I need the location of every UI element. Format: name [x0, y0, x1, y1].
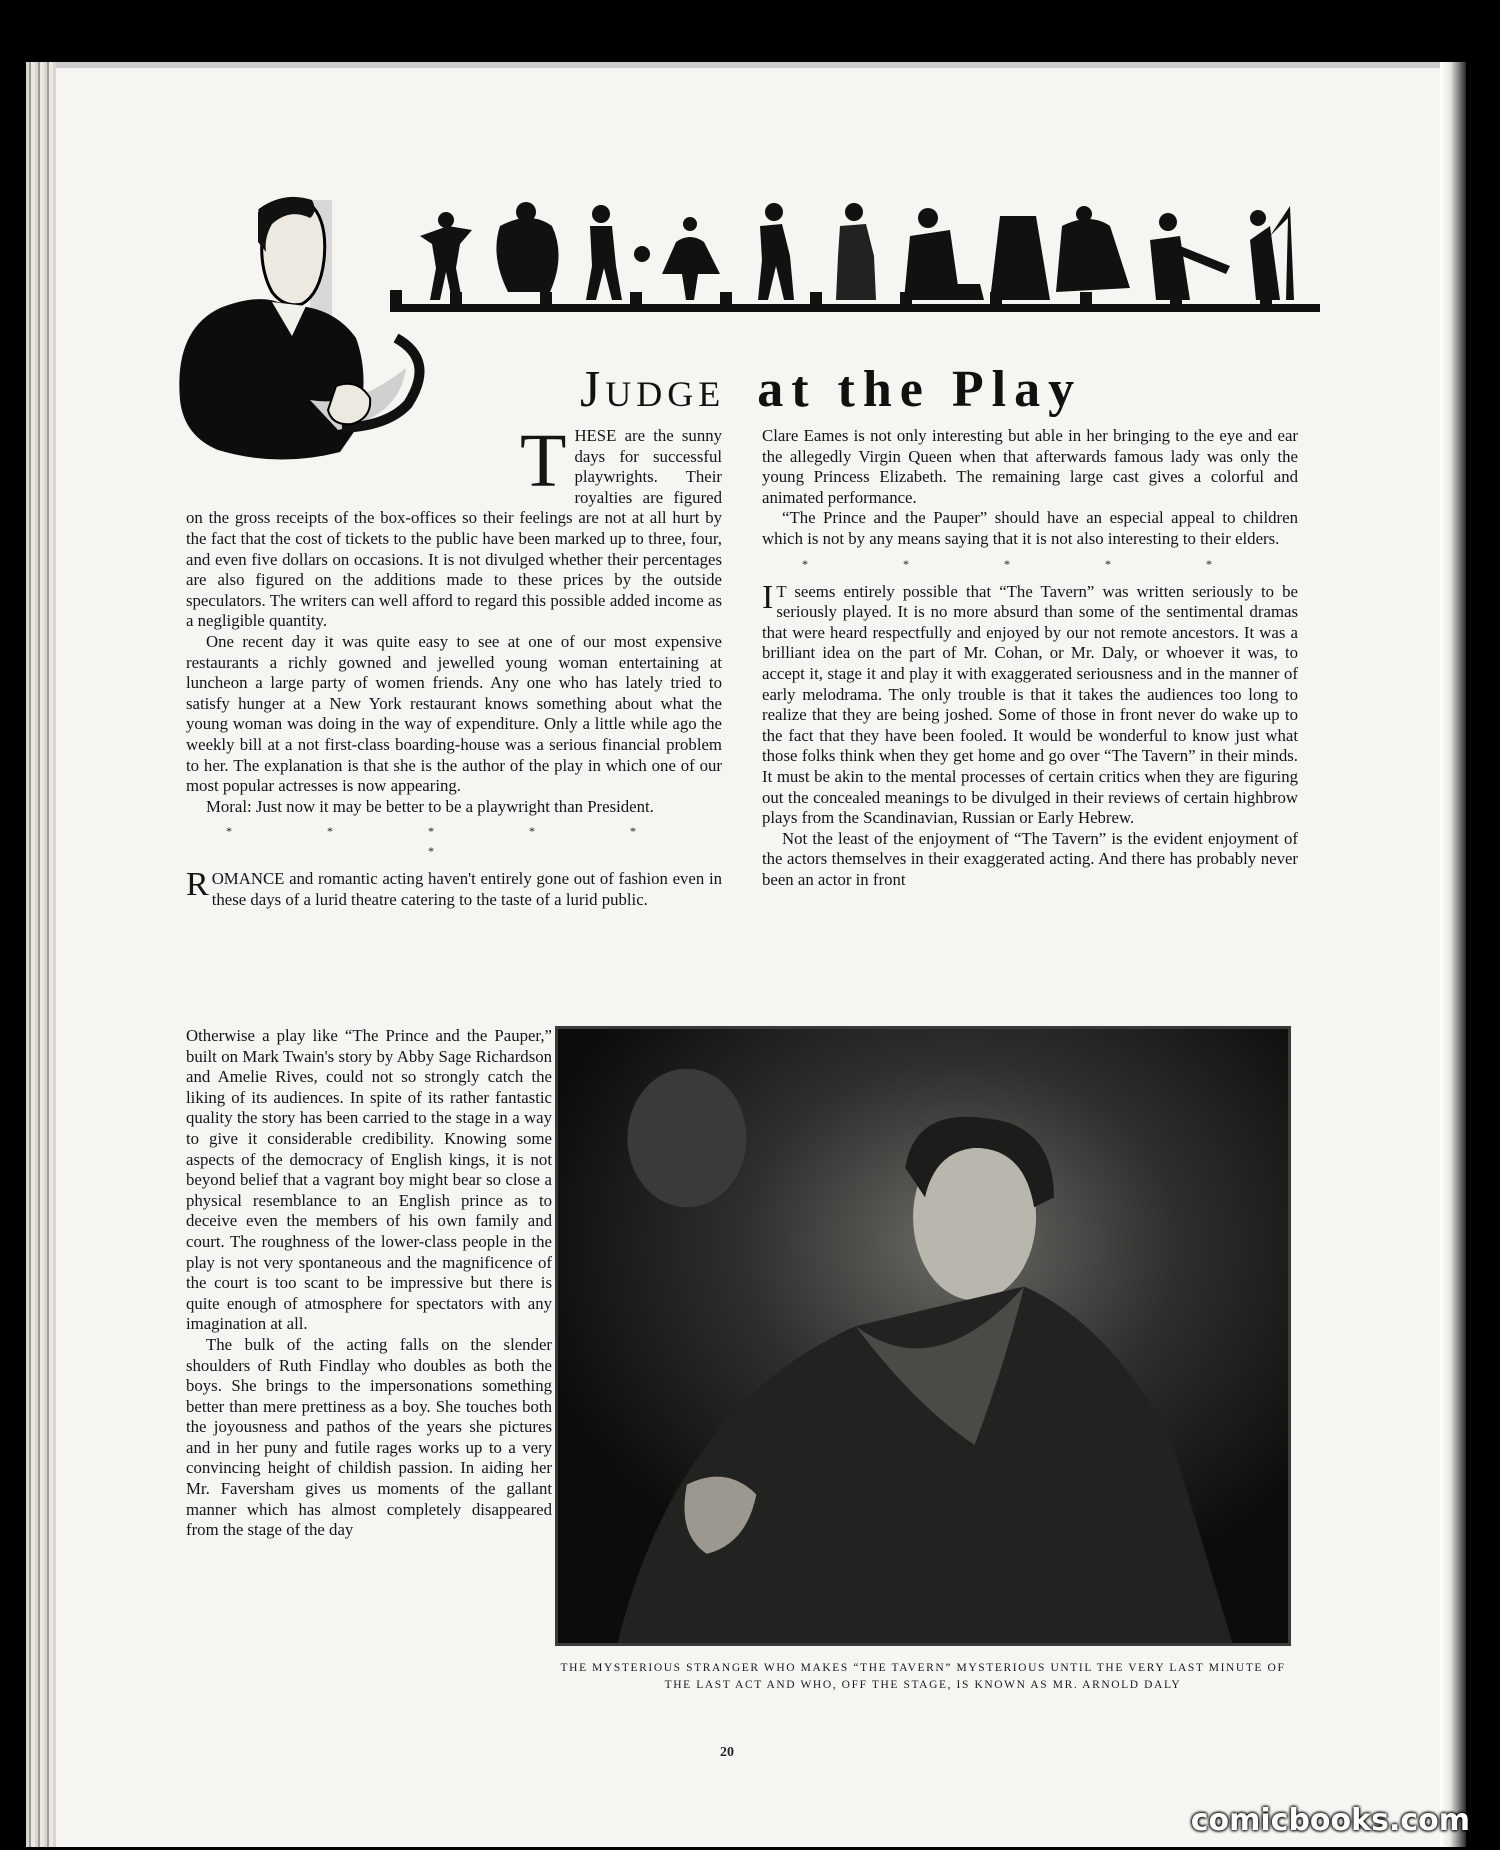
drop-cap-i: I: [762, 578, 774, 616]
page-top-edge: [56, 62, 1440, 68]
ruth-findlay-paragraph: The bulk of the acting falls on the slender shoulders of Ruth Findlay who doubles as both the boys. She brings to the impersonations something better than mere prettiness as a boy. She touches both the joyousness and pathos of the years she pictures and in her puny and futile rages works up to a very convincing height of childish passion. In aiding her Mr. Faversham gives us moments of the gallant manner which has almost completely disappeared from the stage of the day: [186, 1334, 552, 1540]
intro-text: HESE are the sunny days for successful playwrights. Their royalties are figured on the gross receipts of the box-offices so their feelings are not at all hurt by the fact that the cost of tickets to the public have been marked up to three, four, and even five dollars on occasions. It is not divulged whether their percentages are also figured on the additions made to these prices by the outside speculators. The writers can well afford to regard this possible added income as a negligible quantity.: [186, 426, 722, 631]
romance-paragraph: [186, 866, 722, 910]
column-left-upper: [186, 419, 722, 910]
romance-text: OMANCE and romantic acting haven't entirely gone out of fashion even in these days of a lurid theatre catering to the taste of a lurid public.: [211, 869, 722, 909]
drop-cap-r: R: [186, 866, 209, 904]
drop-cap-t: T: [520, 419, 567, 503]
tavern-paragraph: [762, 578, 1298, 829]
title-judge: Judge: [580, 361, 726, 418]
section-divider: * * * * * *: [226, 824, 682, 859]
prince-pauper-paragraph: Otherwise a play like “The Prince and the Pauper,” built on Mark Twain's story by Abby Sage Richardson and Amelie Rives, could not so strongly catch the liking of its audiences. In spite of its rather fantastic quality the story has been carried to the stage in a way to give it considerable credibility. Knowing some aspects of the democracy of English kings, it is not beyond belief that a vagrant boy might bear so close a physical resemblance to an English prince as to deceive even the members of his own family and court. The roughness of the lower-class people in the play is not very spontaneous and the magnificence of the court is too scant to be impressive but there is quite enough of atmosphere for spectators with any imagination at all.: [186, 1026, 552, 1334]
page-binding: [26, 62, 56, 1847]
theatre-characters-frieze: [390, 196, 1320, 320]
section-divider-2: * * * * *: [802, 556, 1258, 571]
column-left-lower: [186, 1026, 552, 1541]
intro-paragraph: [186, 419, 722, 632]
photo-caption: THE MYSTERIOUS STRANGER WHO MAKES “THE TAVERN” MYSTERIOUS UNTIL THE VERY LAST MINUTE OF THE LAST ACT AND WHO, OFF THE STAGE, IS KNOWN AS MR. ARNOLD DALY: [560, 1662, 1286, 1691]
critic-hand: [328, 384, 370, 425]
page-edge: [1440, 62, 1466, 1847]
clare-eames-paragraph: Clare Eames is not only interesting but able in her bringing to the eye and ear the allegedly Virgin Queen when that afterwards famous lady was only the young Princess Elizabeth. The remaining large cast gives a colorful and animated performance.: [762, 426, 1298, 507]
page-number: 20: [720, 1745, 734, 1760]
column-right: [762, 426, 1298, 890]
tavern-actors-paragraph: Not the least of the enjoyment of “The Tavern” is the evident enjoyment of the actors themselves in their exaggerated acting. And there has probably never been an actor in front: [762, 828, 1298, 889]
lamp-shape: [627, 1069, 746, 1208]
arnold-daly-photograph: [555, 1026, 1291, 1646]
restaurant-paragraph: One recent day it was quite easy to see at one of our most expensive restaurants a richly gowned and jewelled young woman entertaining at luncheon a large party of women friends. Any one who has lately tried to satisfy hunger at a New York restaurant knows something about what the young woman was doing in the way of expenditure. Only a little while ago the weekly bill at a not first-class boarding-house was a serious financial problem to her. The explanation is that she is the author of the play in which one of our most popular actresses is now appearing.: [186, 631, 722, 796]
article-title: [580, 360, 1082, 419]
title-rest: at the Play: [757, 361, 1083, 418]
children-appeal-paragraph: “The Prince and the Pauper” should have an especial appeal to children which is not by any means saying that it is not also interesting to their elders.: [762, 508, 1298, 548]
moral-paragraph: Moral: Just now it may be better to be a playwright than President.: [206, 796, 654, 816]
site-watermark: comicbooks.com: [1190, 1803, 1470, 1838]
tavern-text: T seems entirely possible that “The Tavern” was written seriously to be seriously played. It is no more absurd than some of the sentimental dramas that were heard respectfully and enjoyed by our not remote ancestors. It was a brilliant idea on the part of Mr. Cohan, or Mr. Daly, or whoever it was, to accept it, stage it and play it with exaggerated seriousness and in the manner of early melodrama. The only trouble is that it takes the audiences too long to realize that they are being joshed. Some of those in front never do wake up to the fact that they have been fooled. It would be wonderful to know just what those folks think when they get home and go over “The Tavern” in their minds. It must be akin to the mental processes of certain critics when they are figuring out the concealed meanings to be divulged in their reviews of certain highbrow plays from the Scandinavian, Russian or Early Hebrew.: [762, 581, 1298, 828]
